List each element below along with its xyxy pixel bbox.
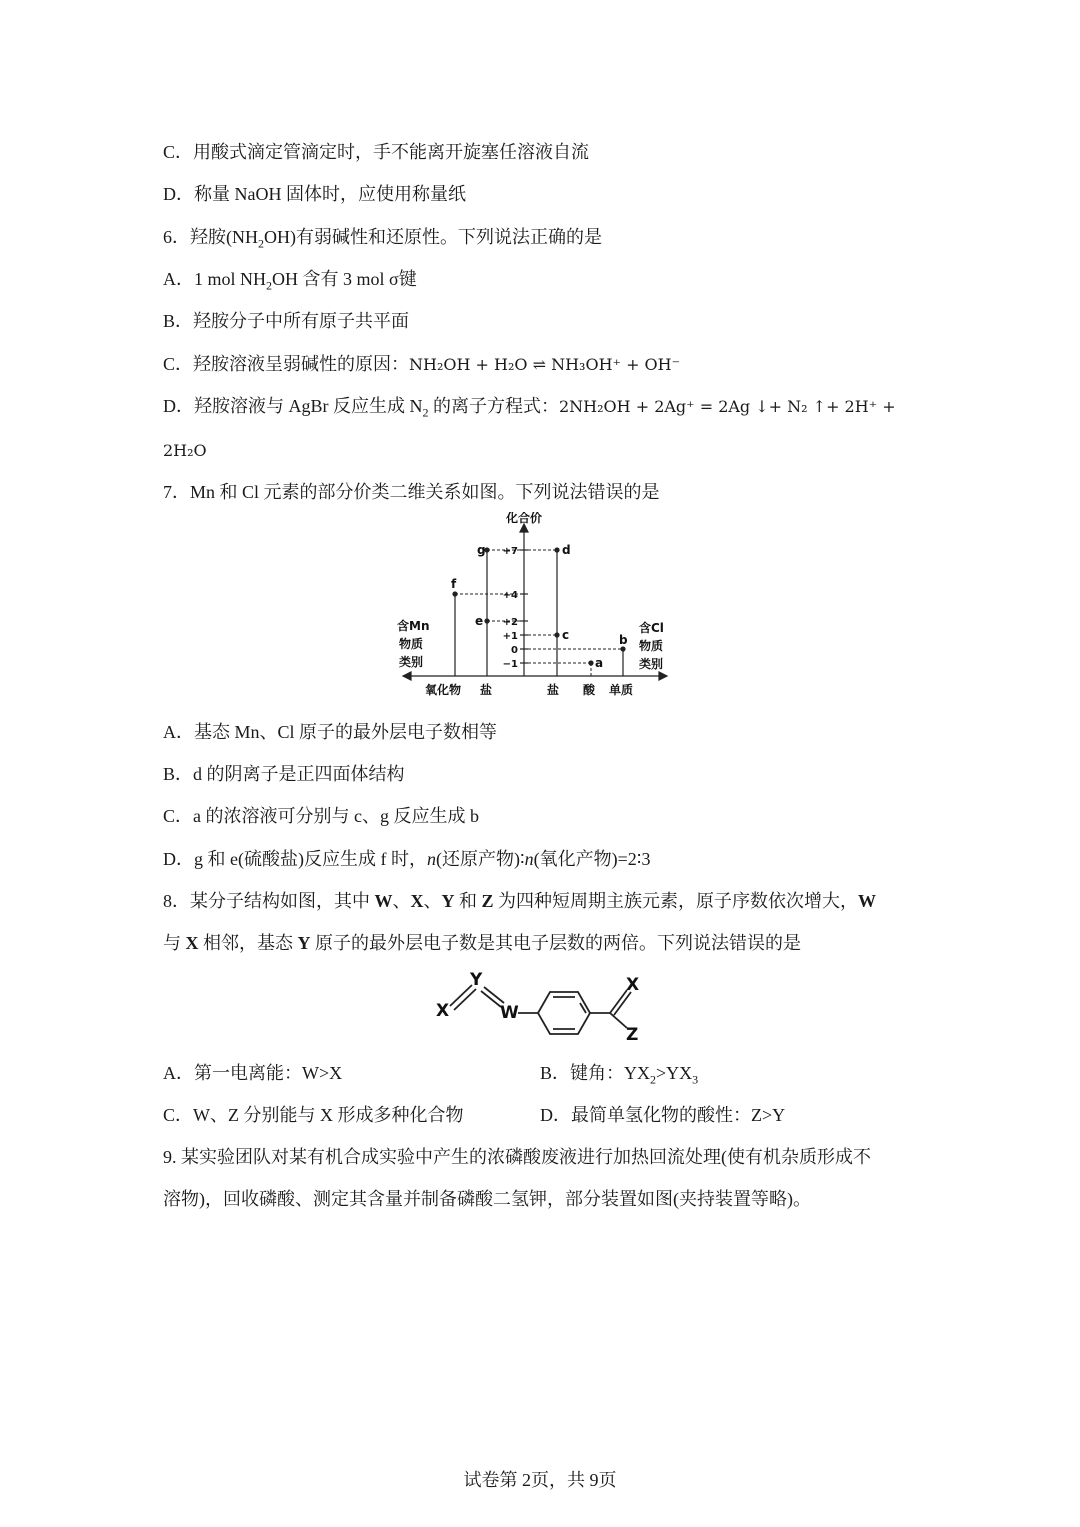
atom-w: W <box>500 1003 519 1023</box>
q8-option-c: C．W、Z 分别能与 X 形成多种化合物 <box>163 1105 464 1125</box>
svg-text:类别: 类别 <box>639 657 664 671</box>
point-b: b <box>619 633 628 647</box>
atom-y: Y <box>470 970 483 990</box>
molecule-structure <box>432 970 652 1046</box>
point-f: f <box>451 577 457 591</box>
svg-text:单质: 单质 <box>609 683 634 697</box>
q6-option-d: D．羟胺溶液与 AgBr 反应生成 $N_2$ 的离子方程式：2NH₂OH + 2Ag⁺ = 2Ag ↓+ N₂ ↑+ 2H⁺ + <box>163 396 896 420</box>
point-d: d <box>562 543 571 557</box>
q7-option-d: D．g 和 e(硫酸盐)反应生成 f 时，n(还原产物)∶n(氧化产物)=2∶3 <box>163 849 651 869</box>
point-c: c <box>562 628 570 642</box>
q9-stem-line1: 9. 某实验团队对某有机合成实验中产生的浓磷酸废液进行加热回流处理(使有机杂质形成不 <box>163 1147 871 1167</box>
svg-text:酸: 酸 <box>583 683 596 697</box>
q6-option-a: A．1 mol $NH_2OH$ 含有 3 mol σ键 <box>163 269 417 293</box>
q7-stem: 7．Mn 和 Cl 元素的部分价类二维关系如图。下列说法错误的是 <box>163 482 660 502</box>
q8-option-d: D．最简单氢化物的酸性：Z>Y <box>540 1105 786 1125</box>
q5-option-c: C．用酸式滴定管滴定时，手不能离开旋塞任溶液自流 <box>163 142 590 162</box>
point-g: g <box>477 543 486 557</box>
q9-stem-line2: 溶物)，回收磷酸、测定其含量并制备磷酸二氢钾，部分装置如图(夹持装置等略)。 <box>163 1189 811 1209</box>
svg-text:氧化物: 氧化物 <box>425 683 462 697</box>
q7-option-b: B．d 的阴离子是正四面体结构 <box>163 764 405 784</box>
q8-option-a: A．第一电离能：W>X <box>163 1063 343 1083</box>
svg-text:含Cl: 含Cl <box>639 621 664 635</box>
q8-option-b: B．键角：$YX_2>YX_3$ <box>540 1063 699 1087</box>
point-e: e <box>475 614 484 628</box>
q7-option-c: C．a 的浓溶液可分别与 c、g 反应生成 b <box>163 806 479 826</box>
svg-text:物质: 物质 <box>639 639 664 653</box>
q7-option-a: A．基态 Mn、Cl 原子的最外层电子数相等 <box>163 722 498 742</box>
q6-option-c: C．羟胺溶液呈弱碱性的原因：NH₂OH + H₂O ⇌ NH₃OH⁺ + OH⁻ <box>163 354 681 374</box>
svg-text:+2: +2 <box>502 617 518 628</box>
svg-text:−1: −1 <box>502 659 518 670</box>
svg-text:物质: 物质 <box>399 637 424 651</box>
svg-text:盐: 盐 <box>547 683 560 697</box>
q8-stem-line2: 与 X 相邻，基态 Y 原子的最外层电子数是其电子层数的两倍。下列说法错误的是 <box>163 933 801 953</box>
axis-title: 化合价 <box>505 512 543 525</box>
page-footer: 试卷第 2页，共 9页 <box>463 1470 617 1490</box>
svg-text:0: 0 <box>511 645 518 656</box>
point-a: a <box>595 656 604 670</box>
svg-text:+1: +1 <box>502 631 518 642</box>
svg-text:+4: +4 <box>502 590 518 601</box>
q6-option-b: B．羟胺分子中所有原子共平面 <box>163 311 410 331</box>
atom-x-left: X <box>436 1001 450 1021</box>
svg-text:含Mn: 含Mn <box>397 619 430 633</box>
q6-stem: 6．羟胺$(NH_2OH)$有弱碱性和还原性。下列说法正确的是 <box>163 227 602 251</box>
svg-text:+7: +7 <box>502 546 518 557</box>
atom-x-right: X <box>626 975 640 995</box>
atom-z: Z <box>626 1025 639 1045</box>
q5-option-d: D．称量 NaOH 固体时，应使用称量纸 <box>163 184 466 204</box>
q8-stem-line1: 8．某分子结构如图，其中 W、X、Y 和 Z 为四种短周期主族元素，原子序数依次增大，W <box>163 891 877 911</box>
valence-category-figure <box>395 512 675 702</box>
svg-text:盐: 盐 <box>480 683 493 697</box>
svg-text:类别: 类别 <box>399 655 424 669</box>
q6-option-d-cont: 2H₂O <box>163 441 207 460</box>
